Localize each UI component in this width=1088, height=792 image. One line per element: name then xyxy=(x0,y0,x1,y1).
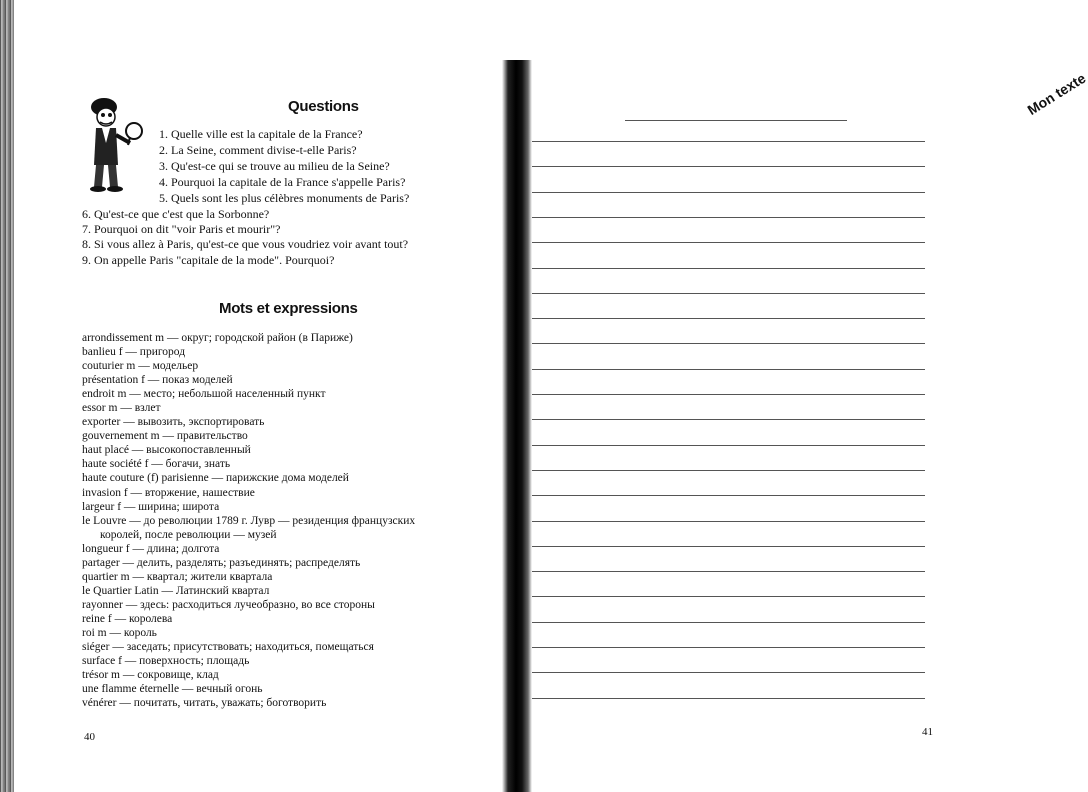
questions-title: Questions xyxy=(288,98,359,115)
vocab-item: surface f — поверхность; площадь xyxy=(82,655,250,668)
writing-line xyxy=(532,141,925,142)
vocab-item: le Quartier Latin — Латинский квартал xyxy=(82,584,270,597)
question-3: 3. Qu'est-ce qui se trouve au milieu de la Seine? xyxy=(159,159,390,173)
vocab-item: le Louvre — до революции 1789 г. Лувр — резиденция французских xyxy=(82,514,416,527)
vocab-item: banlieu f — пригород xyxy=(82,346,186,359)
writing-line xyxy=(532,470,925,471)
vocab-item: siéger — заседать; присутствовать; находиться, помещаться xyxy=(82,641,374,654)
vocab-item: haute couture (f) parisienne — парижские дома моделей xyxy=(82,472,349,485)
vocab-item: partager — делить, разделять; разъединять; распределять xyxy=(82,556,361,569)
writing-line xyxy=(532,596,925,597)
writing-line xyxy=(625,120,847,121)
writing-line xyxy=(532,495,925,496)
mon-texte-label: Mon texte xyxy=(1024,69,1088,118)
vocab-item: essor m — взлет xyxy=(82,402,161,415)
writing-line xyxy=(532,318,925,319)
vocab-item: haute société f — богачи, знать xyxy=(82,458,231,471)
writing-line xyxy=(532,217,925,218)
writing-line xyxy=(532,369,925,370)
question-1: 1. Quelle ville est la capitale de la France? xyxy=(159,127,363,141)
vocab-item: invasion f — вторжение, нашествие xyxy=(82,486,255,499)
writing-line xyxy=(532,672,925,673)
vocab-item: présentation f — показ моделей xyxy=(82,374,233,387)
writing-line xyxy=(532,192,925,193)
vocab-item: exporter — вывозить, экспортировать xyxy=(82,416,265,429)
vocab-item: haut placé — высокопоставленный xyxy=(82,444,251,457)
vocab-item: rayonner — здесь: расходиться лучеобразно, во все стороны xyxy=(82,598,375,611)
vocabulary-list xyxy=(82,331,492,710)
writing-line xyxy=(532,571,925,572)
vocab-item: couturier m — модельер xyxy=(82,360,199,373)
question-6: 6. Qu'est-ce que c'est que la Sorbonne? xyxy=(82,207,270,221)
question-7: 7. Pourquoi on dit "voir Paris et mourir"? xyxy=(82,222,281,236)
writing-line xyxy=(532,698,925,699)
writing-line xyxy=(532,242,925,243)
vocab-item-continuation: королей, после революции — музей xyxy=(100,528,277,541)
detective-with-magnifier-illustration xyxy=(82,95,146,195)
question-5: 5. Quels sont les plus célèbres monuments de Paris? xyxy=(159,191,410,205)
vocab-item: reine f — королева xyxy=(82,612,173,625)
writing-line xyxy=(532,394,925,395)
vocab-item: trésor m — сокровище, клад xyxy=(82,669,219,682)
writing-line xyxy=(532,445,925,446)
mots-title: Mots et expressions xyxy=(219,300,358,317)
vocab-item: vénérer — почитать, читать, уважать; боготворить xyxy=(82,697,327,710)
writing-line xyxy=(532,343,925,344)
question-2: 2. La Seine, comment divise-t-elle Paris? xyxy=(159,143,357,157)
vocab-item: roi m — король xyxy=(82,626,157,639)
writing-line xyxy=(532,293,925,294)
writing-line xyxy=(532,268,925,269)
question-8: 8. Si vous allez à Paris, qu'est-ce que vous voudriez voir avant tout? xyxy=(82,237,409,251)
writing-line xyxy=(532,546,925,547)
writing-line xyxy=(532,622,925,623)
left-page xyxy=(0,0,500,792)
writing-line xyxy=(532,647,925,648)
writing-line xyxy=(532,166,925,167)
page-number-right: 41 xyxy=(922,726,933,738)
vocab-item: longueur f — длина; долгота xyxy=(82,542,220,555)
vocab-item: arrondissement m — округ; городской район (в Париже) xyxy=(82,332,353,344)
vocab-item: endroit m — место; небольшой населенный пункт xyxy=(82,388,326,401)
vocab-item: gouvernement m — правительство xyxy=(82,430,248,443)
vocab-item: largeur f — ширина; широта xyxy=(82,500,220,513)
question-9: 9. On appelle Paris "capitale de la mode". Pourquoi? xyxy=(82,253,335,267)
vocab-item: une flamme éternelle — вечный огонь xyxy=(82,683,263,696)
vocab-item: quartier m — квартал; жители квартала xyxy=(82,570,273,583)
writing-line xyxy=(532,419,925,420)
page-number-left: 40 xyxy=(84,731,95,743)
question-4: 4. Pourquoi la capitale de la France s'appelle Paris? xyxy=(159,175,406,189)
writing-line xyxy=(532,521,925,522)
